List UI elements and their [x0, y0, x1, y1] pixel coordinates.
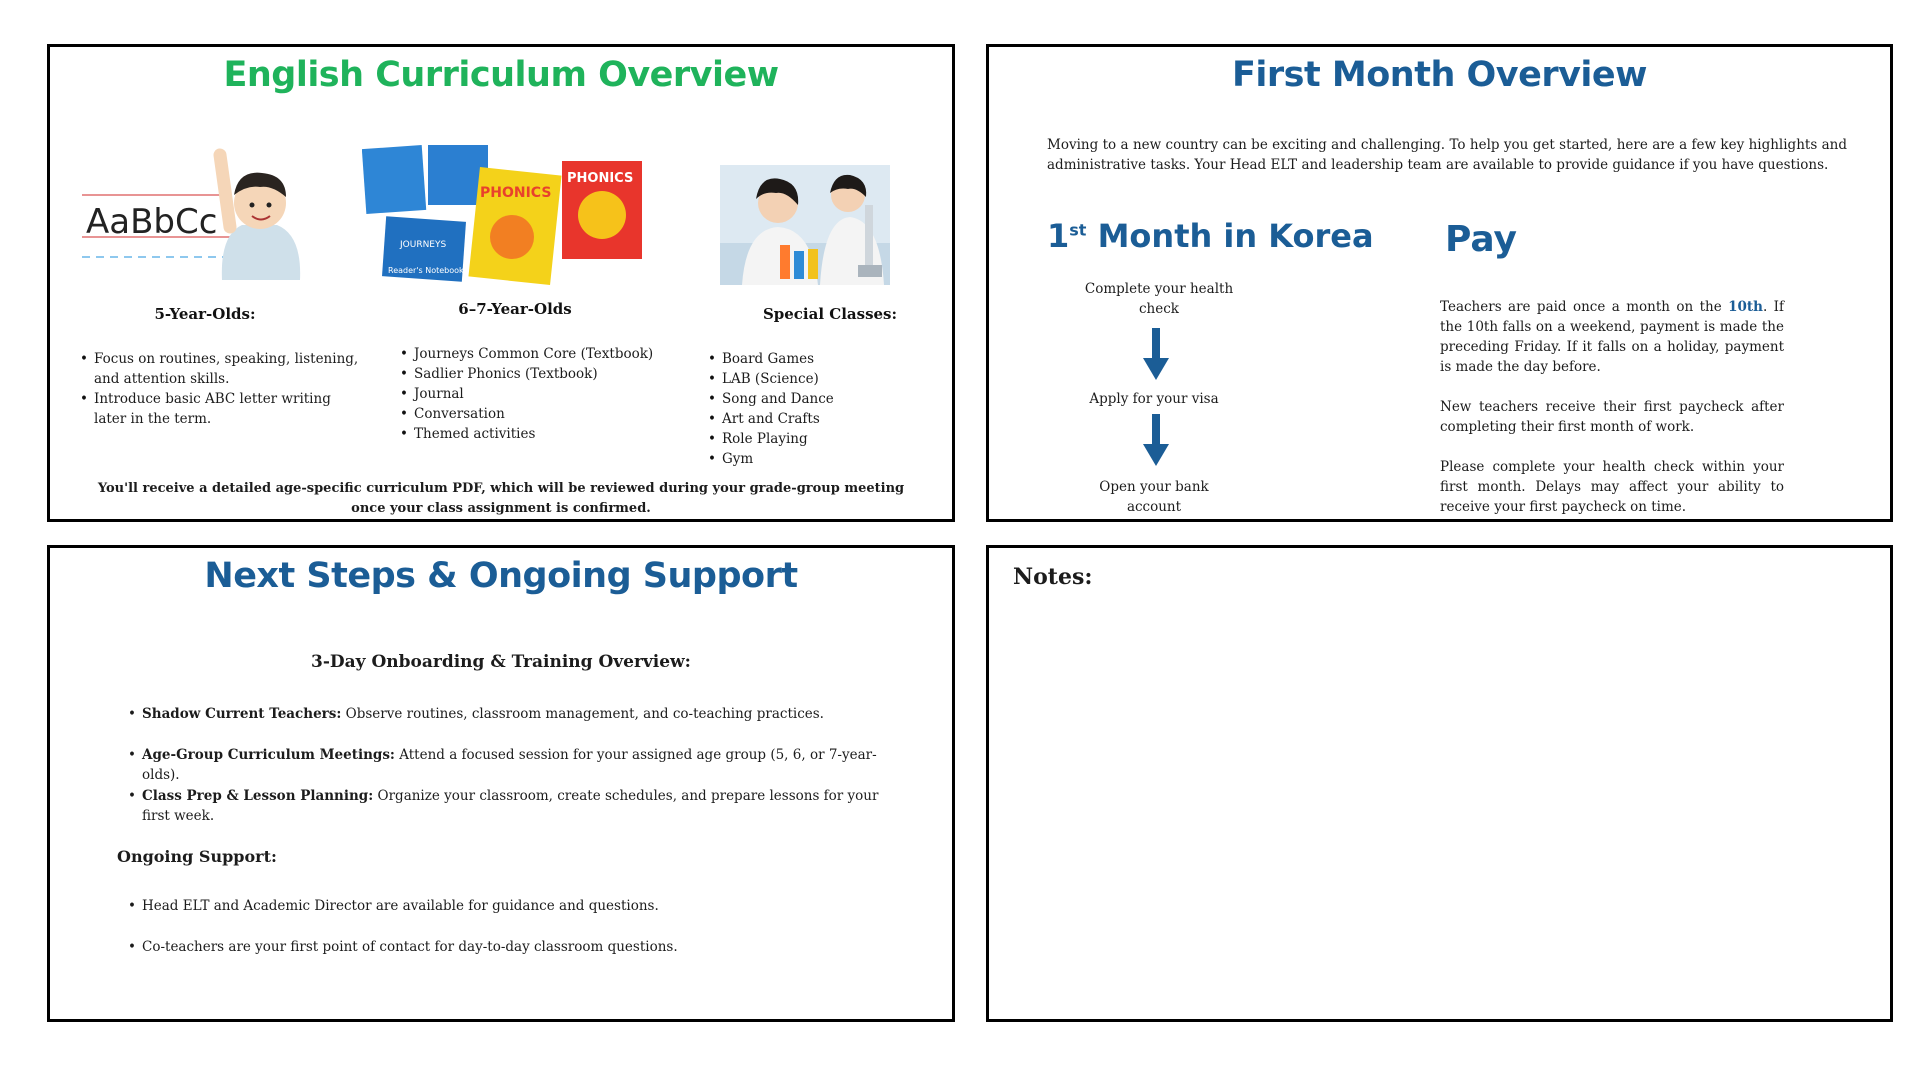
col-list-6-7yo	[398, 344, 684, 444]
ongoing-support-heading: Ongoing Support:	[117, 847, 277, 866]
onboarding-subheading: 3-Day Onboarding & Training Overview:	[311, 652, 691, 672]
col-heading-6-7yo: 6–7-Year-Olds	[458, 300, 572, 318]
curriculum-footer-note: You'll receive a detailed age-specific curriculum PDF, which will be reviewed during your grade-group meeting once your class assignment is confirmed.	[97, 481, 905, 516]
list-item: • Introduce basic ABC letter writing later in the term.	[94, 389, 364, 429]
pay-heading: Pay	[1444, 219, 1518, 260]
list-item: • Sadlier Phonics (Textbook)	[414, 364, 684, 384]
intro-paragraph: Moving to a new country can be exciting and challenging. To help you get started, here are a few key highlights and administrative tasks. Your Head ELT and leadership team are available to provide guidance if you have questions.	[1047, 137, 1847, 173]
child-abc-illustration	[72, 115, 302, 280]
list-item: • Song and Dance	[722, 389, 942, 409]
col-list-special	[706, 349, 942, 469]
step-bank-account: Open your bank account	[1099, 479, 1209, 515]
onboarding-item: • Shadow Current Teachers: Observe routines, classroom management, and co-teaching practices.	[128, 706, 824, 722]
support-item: • Head ELT and Academic Director are available for guidance and questions.	[128, 898, 659, 914]
list-item: • Board Games	[722, 349, 942, 369]
first-month-panel	[986, 44, 1893, 522]
pay-paragraph-1: Teachers are paid once a month on the 10th. If the 10th falls on a weekend, payment is made the preceding Friday. If it falls on a holiday, payment is made the day before.	[1440, 299, 1784, 375]
pay-date-highlight: 10th	[1728, 299, 1763, 315]
list-item: • Focus on routines, speaking, listening, and attention skills.	[94, 349, 364, 389]
next-steps-panel	[47, 545, 955, 1022]
panel-title: English Curriculum Overview	[223, 55, 779, 95]
onboarding-item: • Class Prep & Lesson Planning: Organize your classroom, create schedules, and prepare lessons for your first week.	[128, 788, 879, 824]
bullet-icon: •	[128, 939, 136, 955]
list-item: • Conversation	[414, 404, 684, 424]
bullet-icon: •	[128, 788, 136, 804]
panel-title: First Month Overview	[1232, 55, 1647, 95]
support-item: • Co-teachers are your first point of contact for day-to-day classroom questions.	[128, 939, 678, 955]
col-heading-5yo: 5-Year-Olds:	[154, 305, 256, 323]
step-visa: Apply for your visa	[1089, 391, 1219, 407]
col-list-5yo	[78, 349, 364, 429]
book-label: Reader's Notebook	[388, 266, 464, 275]
curriculum-overview-panel	[47, 44, 955, 522]
list-item: • Art and Crafts	[722, 409, 942, 429]
list-item: • LAB (Science)	[722, 369, 942, 389]
bullet-icon: •	[128, 898, 136, 914]
korea-heading: 1st Month in Korea	[1047, 217, 1374, 255]
textbooks-illustration	[362, 137, 647, 287]
book-label: PHONICS	[480, 185, 552, 201]
list-item: • Themed activities	[414, 424, 684, 444]
book-label: PHONICS	[567, 171, 634, 186]
notes-label: Notes:	[1013, 564, 1093, 590]
onboarding-item: • Age-Group Curriculum Meetings: Attend a focused session for your assigned age group (5, 6, or 7-year-olds).	[128, 747, 877, 783]
step-health-check: Complete your health check	[1084, 281, 1234, 317]
science-kids-illustration	[720, 165, 890, 285]
list-item: • Journeys Common Core (Textbook)	[414, 344, 684, 364]
pay-paragraph-3: Please complete your health check within your first month. Delays may affect your ability to receive your first paycheck on time.	[1440, 459, 1784, 515]
book-label: JOURNEYS	[400, 240, 447, 250]
list-item: • Gym	[722, 449, 942, 469]
abc-text: AaBbCc	[86, 202, 218, 242]
notes-panel[interactable]	[986, 545, 1893, 1022]
pay-paragraph-2: New teachers receive their first paycheck after completing their first month of work.	[1440, 399, 1784, 435]
bullet-icon: •	[128, 706, 136, 722]
panel-title: Next Steps & Ongoing Support	[204, 556, 798, 596]
down-arrow-icon	[1141, 414, 1171, 466]
list-item: • Journal	[414, 384, 684, 404]
bullet-icon: •	[128, 747, 136, 763]
down-arrow-icon	[1141, 328, 1171, 380]
list-item: • Role Playing	[722, 429, 942, 449]
col-heading-special: Special Classes:	[762, 305, 898, 323]
